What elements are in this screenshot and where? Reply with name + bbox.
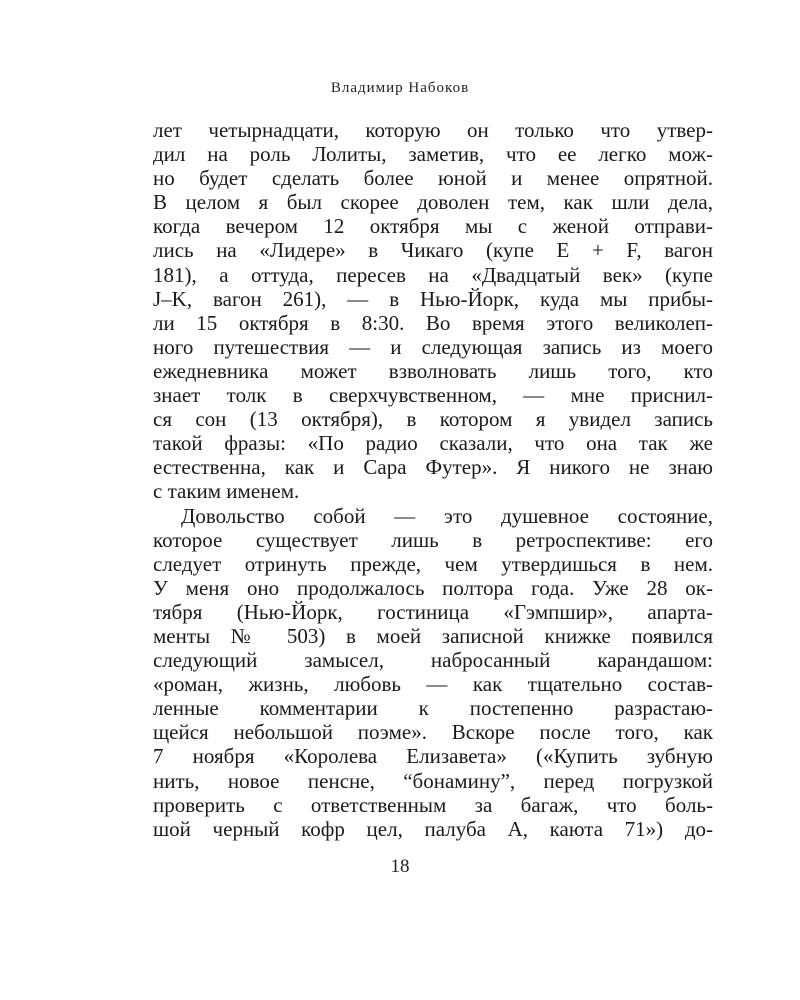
- text-line: В целом я был скорее доволен тем, как шли дела,: [153, 190, 713, 215]
- text-line: У меня оно продолжалось полтора года. Уже 28 ок-: [153, 575, 713, 600]
- text-line: естественна, как и Сара Футер». Я никого не знаю: [153, 455, 713, 480]
- running-head-author: Владимир Набоков: [330, 80, 470, 96]
- text-line: которое существует лишь в ретроспективе: его: [153, 527, 713, 552]
- text-line: 7 ноября «Королева Елизавета» («Купить зубную: [153, 744, 713, 769]
- text-line: нить, новое пенсне, “бонамину”, перед погрузкой: [153, 768, 713, 793]
- body-text: [153, 118, 713, 841]
- text-line: следует отринуть прежде, чем утвердишься в нем.: [153, 551, 713, 576]
- text-line: лет четырнадцати, которую он только что утвер-: [153, 118, 713, 142]
- text-line: следующий замысел, набросанный карандашом:: [153, 648, 713, 673]
- text-line: дил на роль Лолиты, заметив, что ее легко мож-: [153, 142, 713, 167]
- text-line: лись на «Лидере» в Чикаго (купе E + F, вагон: [153, 238, 713, 263]
- text-line: когда вечером 12 октября мы с женой отправи-: [153, 214, 713, 239]
- text-line: J–K, вагон 261), — в Нью-Йорк, куда мы прибы-: [153, 286, 713, 311]
- text-line: с таким именем.: [153, 479, 300, 504]
- text-line: тября (Нью-Йорк, гостиница «Гэмпшир», апарта-: [153, 599, 713, 624]
- text-line: менты № 503) в моей записной книжке появился: [153, 623, 713, 648]
- text-line: ежедневника может взволновать лишь того, кто: [153, 358, 713, 383]
- text-line: проверить с ответственным за багаж, что боль-: [153, 792, 713, 817]
- text-line: ленные комментарии к постепенно разрастаю-: [153, 696, 713, 721]
- text-line: «роман, жизнь, любовь — как тщательно состав-: [153, 672, 713, 697]
- text-line: такой фразы: «По радио сказали, что она так же: [153, 431, 713, 456]
- text-line: ного путешествия — и следующая запись из моего: [153, 334, 713, 359]
- text-line-paragraph-start: Довольство собой — это душевное состояние,: [181, 503, 713, 528]
- text-line: щейся небольшой поэме». Вскоре после того, как: [153, 720, 713, 745]
- page-number: 18: [390, 856, 410, 877]
- text-line: ли 15 октября в 8:30. Во время этого великолеп-: [153, 310, 713, 335]
- text-line: но будет сделать более юной и менее опрятной.: [153, 166, 713, 191]
- text-line: ся сон (13 октября), в котором я увидел запись: [153, 407, 713, 432]
- text-line: знает толк в сверхчувственном, — мне приснил-: [153, 383, 713, 408]
- text-line: 181), а оттуда, пересев на «Двадцатый век» (купе: [153, 262, 713, 287]
- text-line: шой черный кофр цел, палуба А, каюта 71») до-: [153, 816, 713, 841]
